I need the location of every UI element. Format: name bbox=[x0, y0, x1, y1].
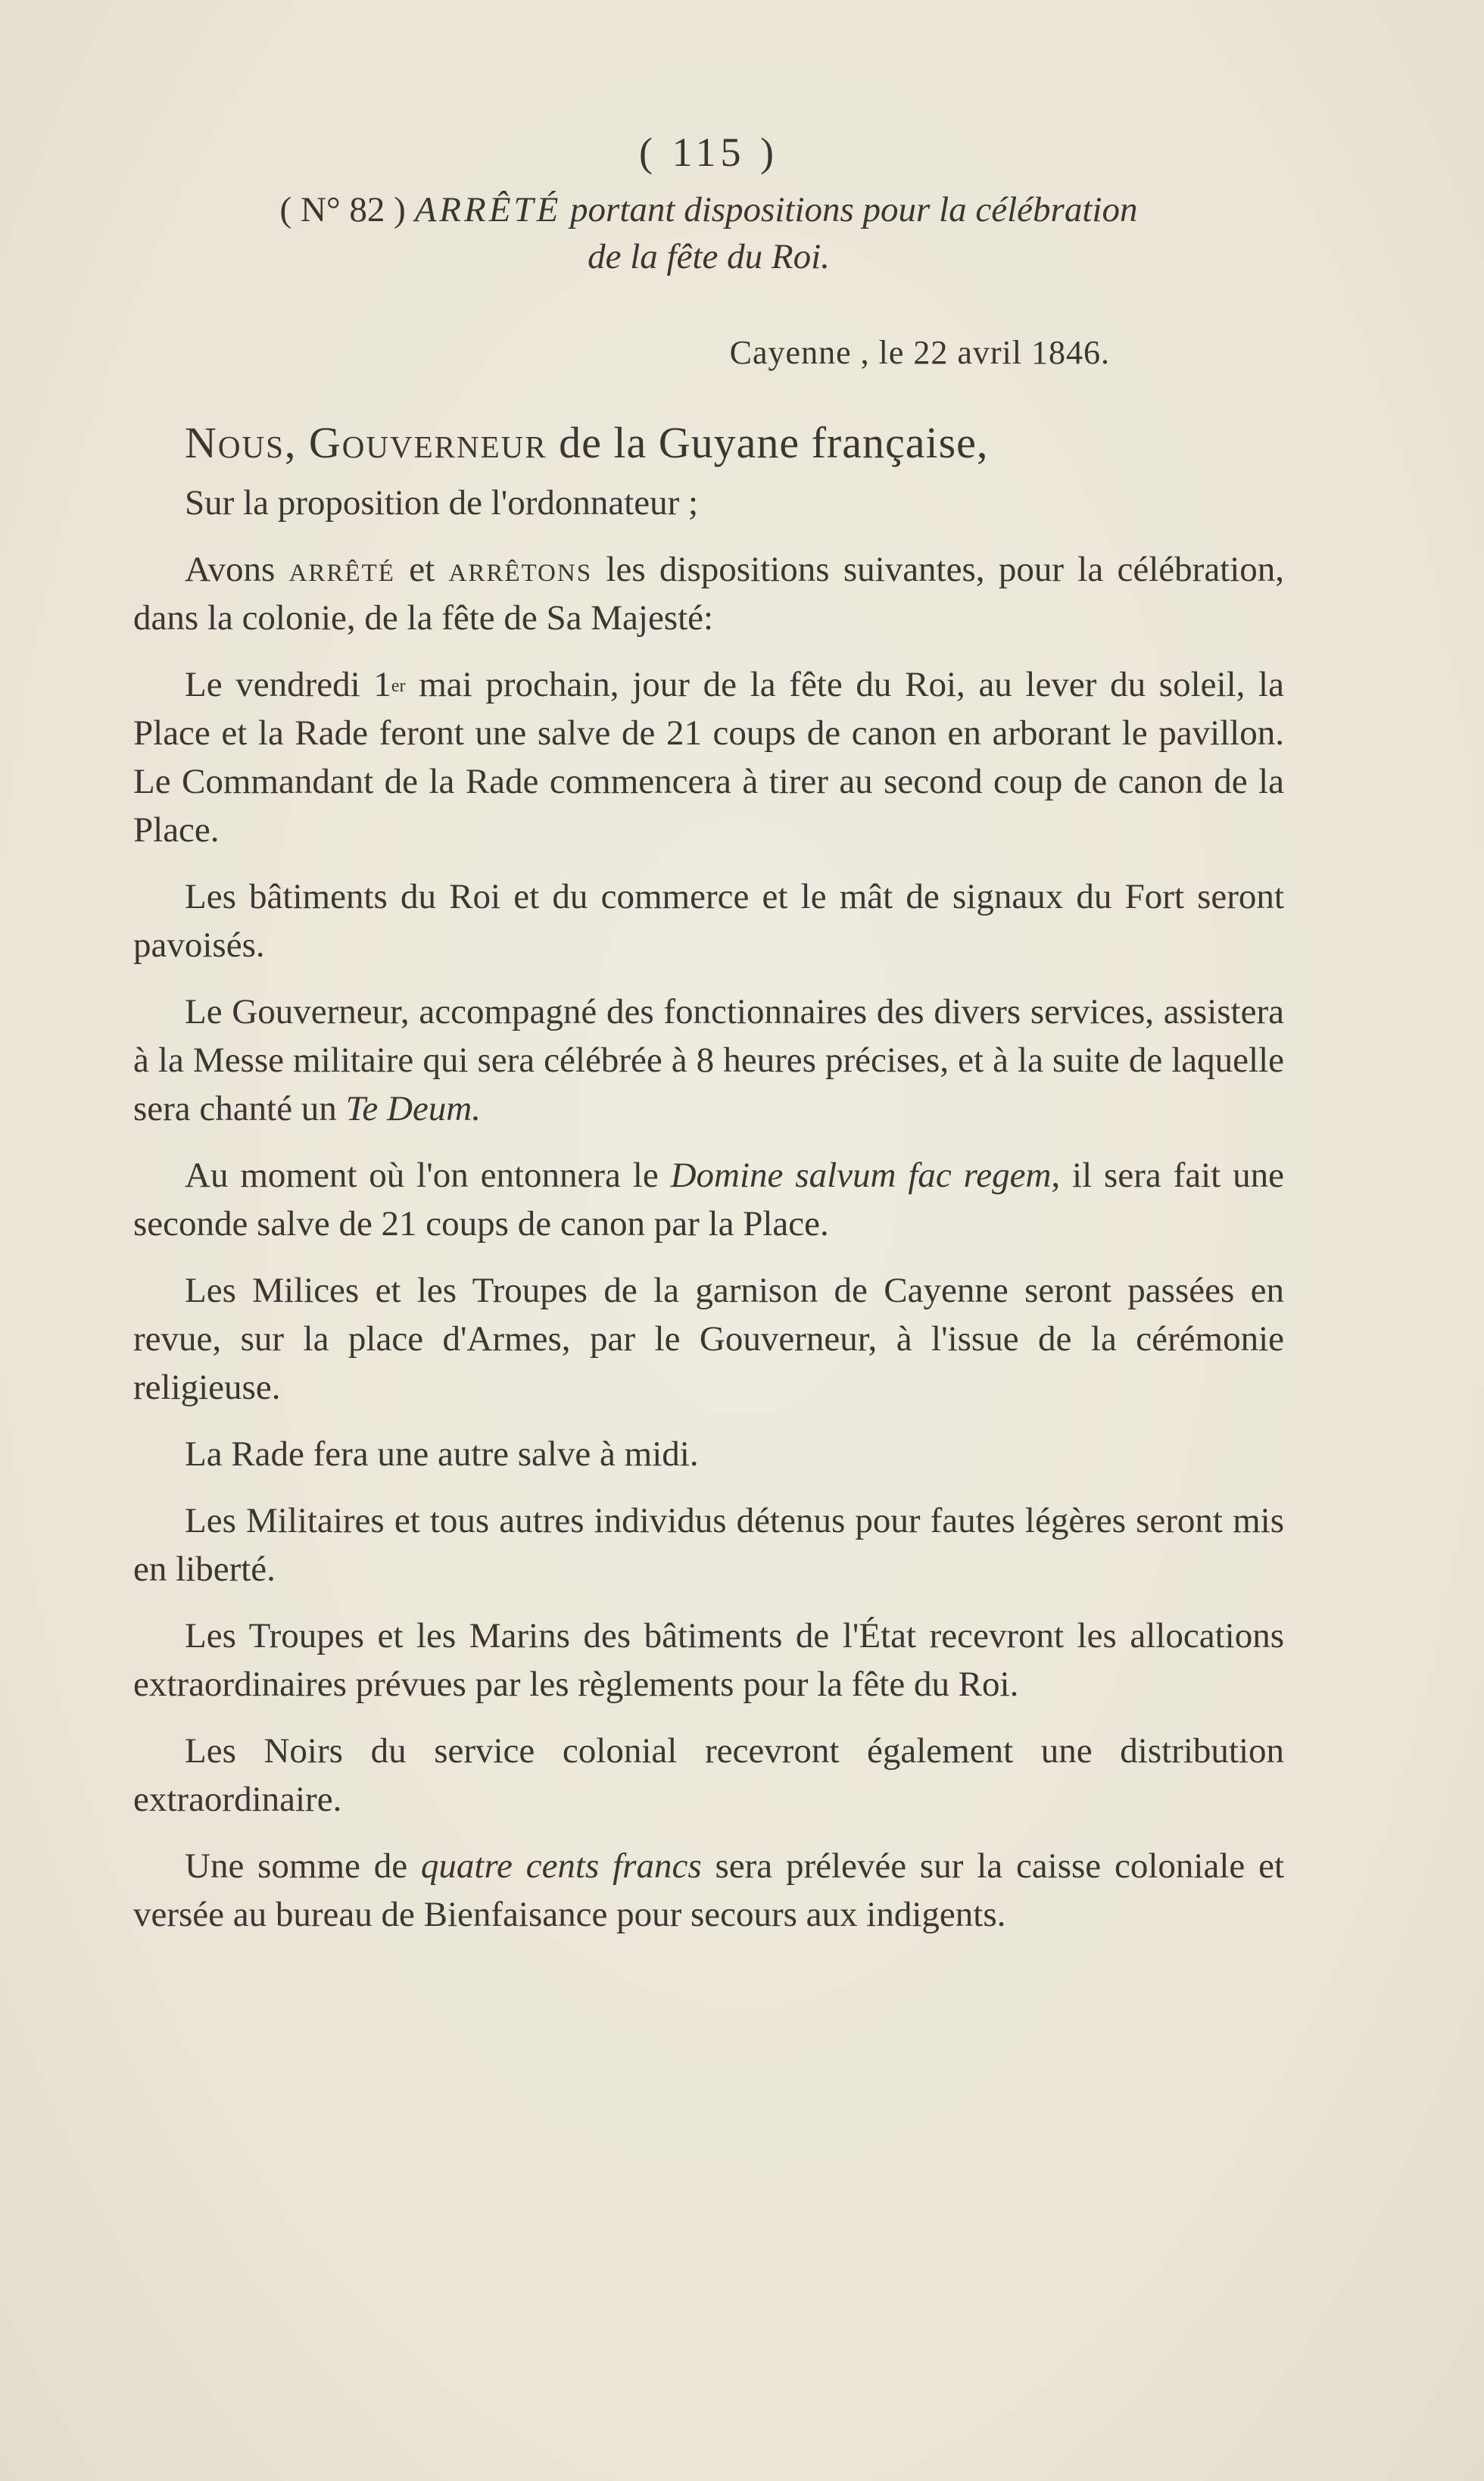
gouverneur-text: Le Gouverneur, accompagné des fonctionnaires des divers services, assistera à la Messe militaire qui sera célébrée à 8 heures précises, et à la suite de laquelle sera chanté un bbox=[133, 992, 1284, 1128]
page-number: ( 115 ) bbox=[639, 130, 778, 175]
gouverneur-te-deum: Te Deum. bbox=[345, 1089, 481, 1128]
domine-before: Au moment où l'on entonnera le bbox=[185, 1156, 659, 1195]
decree-title-caps: ARRÊTÉ bbox=[414, 190, 562, 229]
paragraph-gouverneur bbox=[133, 988, 1284, 1133]
paragraph-batiments: Les bâtiments du Roi et du commerce et le mât de signaux du Fort seront pavoisés. bbox=[133, 877, 1284, 965]
vendredi-before: Le vendredi 1 bbox=[185, 665, 391, 704]
avons-start: Avons bbox=[185, 550, 276, 589]
decree-title-line2: de la fête du Roi. bbox=[588, 237, 830, 276]
avons-rest: les dispositions suivantes, pour la célébration, dans la colonie, de la fête de Sa Majesté: bbox=[133, 550, 1285, 638]
opening-gouverneur: Gouverneur bbox=[308, 418, 547, 467]
domine-after: , il sera fait une seconde salve de 21 coups de canon par la Place. bbox=[133, 1156, 1284, 1244]
document-body bbox=[133, 129, 1284, 1957]
domine-italic: Domine salvum fac regem bbox=[670, 1156, 1052, 1195]
paragraph-somme bbox=[133, 1842, 1284, 1939]
paragraph-proposition: Sur la proposition de l'ordonnateur ; bbox=[185, 483, 699, 523]
paragraph-domine bbox=[133, 1151, 1284, 1248]
opening-rest: de la Guyane française, bbox=[559, 418, 989, 467]
avons-et: et bbox=[409, 550, 435, 589]
somme-italic: quatre cents francs bbox=[420, 1846, 702, 1886]
opening-nous: Nous, bbox=[185, 418, 298, 467]
avons-arretons: arrêtons bbox=[448, 550, 593, 589]
decree-title-line1: portant dispositions pour la célébration bbox=[570, 190, 1138, 229]
document-heading bbox=[133, 186, 1284, 280]
vendredi-sup: er bbox=[391, 676, 406, 696]
opening-line bbox=[133, 417, 1284, 468]
paragraph-militaires: Les Militaires et tous autres individus détenus pour fautes légères seront mis en liberté. bbox=[133, 1501, 1284, 1589]
dateline: Cayenne , le 22 avril 1846. bbox=[729, 334, 1110, 371]
paragraph-avons bbox=[133, 545, 1284, 642]
vendredi-after: mai prochain, jour de la fête du Roi, au lever du soleil, la Place et la Rade feront une salve de 21 coups de canon en arborant le pavillon. Le Commandant de la Rade commencera à tirer au second coup de canon de la Place. bbox=[133, 665, 1284, 850]
paragraph-noirs: Les Noirs du service colonial recevront également une distribution extraordinaire. bbox=[133, 1731, 1284, 1819]
somme-after: sera prélevée sur la caisse coloniale et versée au bureau de Bienfaisance pour secours aux indigents. bbox=[133, 1846, 1284, 1934]
decree-title bbox=[415, 190, 1138, 276]
avons-arrete: arrêté bbox=[288, 550, 395, 589]
paragraph-milices: Les Milices et les Troupes de la garnison de Cayenne seront passées en revue, sur la place d'Armes, par le Gouverneur, à l'issue de la cérémonie religieuse. bbox=[133, 1271, 1284, 1407]
decree-number: ( N° 82 ) bbox=[279, 190, 406, 229]
paragraph-troupes: Les Troupes et les Marins des bâtiments de l'État recevront les allocations extraordinaires prévues par les règlements pour la fête du Roi. bbox=[133, 1616, 1284, 1704]
paragraph-vendredi bbox=[133, 660, 1284, 854]
paragraph-rade: La Rade fera une autre salve à midi. bbox=[185, 1434, 699, 1474]
somme-before: Une somme de bbox=[185, 1846, 408, 1886]
